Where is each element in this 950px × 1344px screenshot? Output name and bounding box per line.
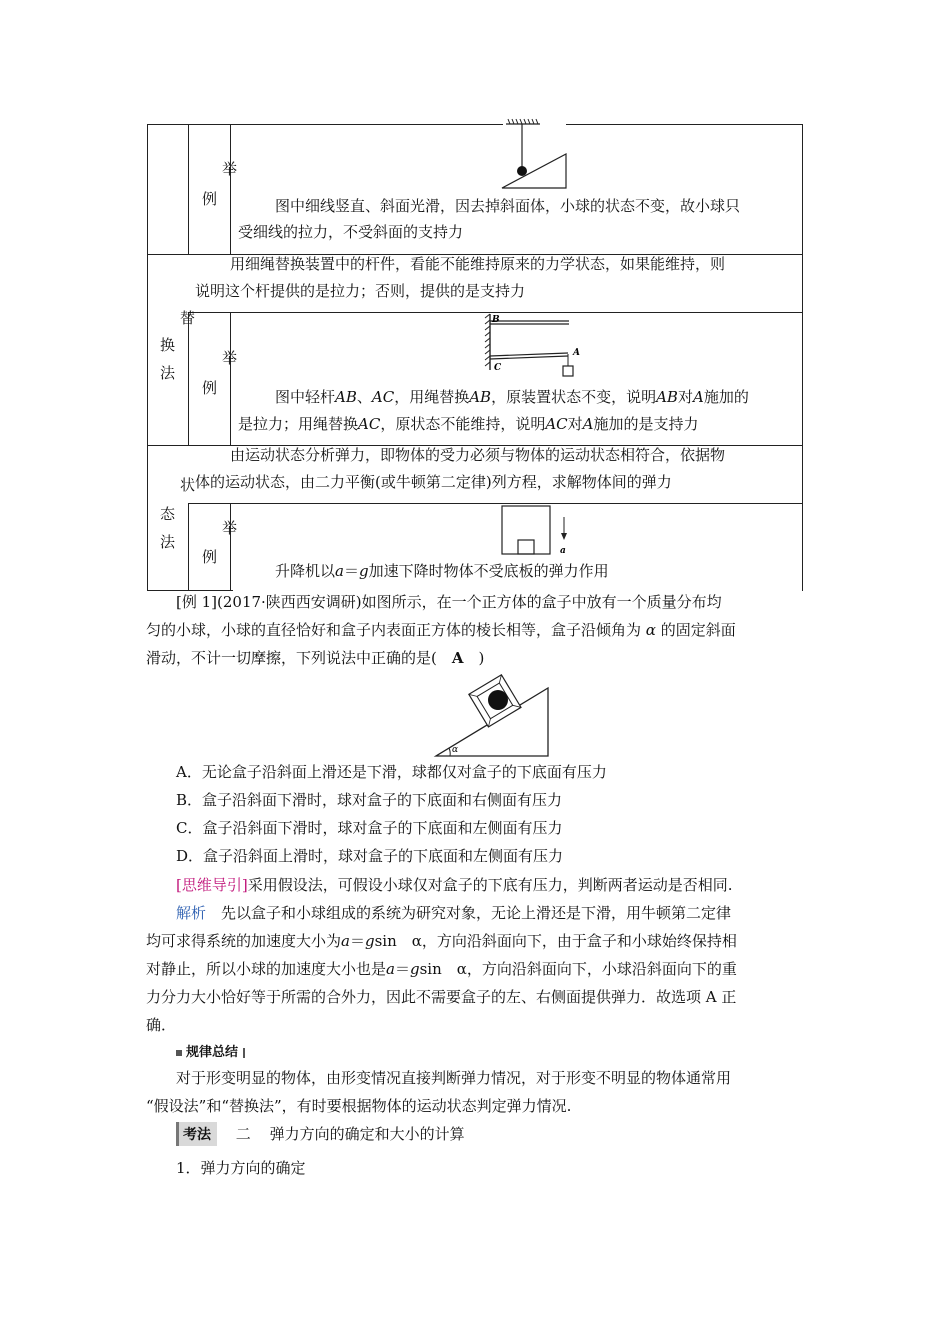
summary-text: “假设法”和“替换法”，有时要根据物体的运动状态判定弹力情况. xyxy=(146,1097,572,1115)
example-question: 滑动，不计一切摩擦，下列说法中正确的是( A ) xyxy=(146,649,485,667)
rod-bracket-figure xyxy=(484,312,584,382)
example-text: 图中细线竖直、斜面光滑，因去掉斜面体，小球的状态不变，故小球只 xyxy=(275,197,741,215)
thinking-guide: [思维导引]采用假设法，可假设小球仅对盒子的下底有压力，判断两者运动是否相同. xyxy=(176,876,733,894)
example-text: 受细线的拉力，不受斜面的支持力 xyxy=(238,223,464,241)
example-text: 图中轻杆AB、AC，用绳替换AB，原装置状态不变，说明AB对A施加的 xyxy=(275,388,749,406)
method-description: 说明这个杆提供的是拉力；否则，提供的是支持力 xyxy=(195,282,526,300)
method-name-char: 态 xyxy=(160,505,176,523)
angle-alpha: α xyxy=(452,745,459,755)
label-acceleration: a xyxy=(560,546,566,556)
elevator-figure xyxy=(496,505,576,557)
example-label: 例 xyxy=(202,548,218,566)
example-text: 升降机以a＝g加速下降时物体不受底板的弹力作用 xyxy=(275,562,609,580)
option-c: C．盒子沿斜面下滑时，球对盒子的下底面和左侧面有压力 xyxy=(176,819,563,837)
hanging-ball-incline-figure xyxy=(498,118,572,190)
section-tag: 考法 xyxy=(176,1122,217,1146)
analysis-label: 解析 xyxy=(176,904,207,922)
answer: A xyxy=(451,649,464,667)
example-label: 例 xyxy=(202,379,218,397)
label-b: B xyxy=(492,315,500,325)
option-b: B．盒子沿斜面下滑时，球对盒子的下底面和右侧面有压力 xyxy=(176,791,563,809)
example-label: 举 xyxy=(222,160,238,178)
method-name-char: 换 xyxy=(160,336,176,354)
example-question: 匀的小球，小球的直径恰好和盒子内表面正方体的棱长相等，盒子沿倾角为 α 的固定斜面 xyxy=(146,621,736,639)
example-question: [例 1](2017·陕西西安调研)如图所示，在一个正方体的盒子中放有一个质量分布均 xyxy=(176,593,722,611)
example-text: 是拉力；用绳替换AC，原状态不能维持，说明AC对A施加的是支持力 xyxy=(238,415,699,433)
method-description: 用细绳替换装置中的杆件，看能不能维持原来的力学状态，如果能维持，则 xyxy=(230,255,726,273)
square-bullet-icon xyxy=(176,1050,182,1056)
box-on-incline-figure xyxy=(432,670,556,762)
analysis-line: 力分力大小恰好等于所需的合外力，因此不需要盒子的左、右侧面提供弹力．故选项 A 正 xyxy=(146,988,737,1006)
method-name-char: 法 xyxy=(160,533,176,551)
method-name-char: 替 xyxy=(180,309,196,327)
example-label: 例 xyxy=(202,190,218,208)
analysis-line: 解析 先以盒子和小球组成的系统为研究对象，无论上滑还是下滑，用牛顿第二定律 xyxy=(176,904,732,922)
example-label: 举 xyxy=(222,519,238,537)
summary-text: 对于形变明显的物体，由形变情况直接判断弹力情况，对于形变不明显的物体通常用 xyxy=(176,1069,732,1087)
method-name-char: 法 xyxy=(160,364,176,382)
label-c: C xyxy=(494,363,502,373)
numbered-item: 1．弹力方向的确定 xyxy=(176,1159,306,1177)
analysis-line: 对静止，所以小球的加速度大小也是a＝gsin α，方向沿斜面向下，小球沿斜面向下的重 xyxy=(146,960,737,978)
analysis-line: 确． xyxy=(146,1016,177,1034)
example-label: 举 xyxy=(222,349,238,367)
method-name-char: 状 xyxy=(180,476,196,494)
option-d: D．盒子沿斜面上滑时，球对盒子的下底面和左侧面有压力 xyxy=(176,847,564,865)
method-description: 由运动状态分析弹力，即物体的受力必须与物体的运动状态相符合，依据物 xyxy=(230,446,726,464)
analysis-line: 均可求得系统的加速度大小为a＝gsin α，方向沿斜面向下，由于盒子和小球始终保持相 xyxy=(146,932,737,950)
bar-icon xyxy=(243,1048,245,1058)
option-a: A．无论盒子沿斜面上滑还是下滑，球都仅对盒子的下底面有压力 xyxy=(176,763,607,781)
label-a: A xyxy=(573,348,580,358)
method-description: 体的运动状态，由二力平衡(或牛顿第二定律)列方程，求解物体间的弹力 xyxy=(195,473,672,491)
summary-heading: 规律总结 xyxy=(176,1041,245,1060)
section-heading: 考法 二 弹力方向的确定和大小的计算 xyxy=(176,1122,465,1148)
